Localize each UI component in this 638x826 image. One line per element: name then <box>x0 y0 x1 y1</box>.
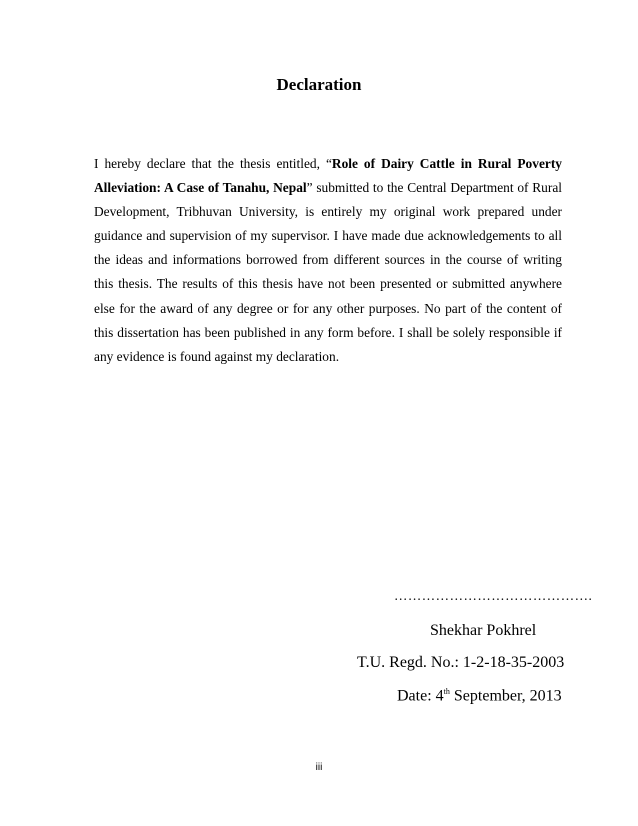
page-number: iii <box>315 762 323 773</box>
declaration-paragraph <box>94 152 562 369</box>
date-superscript: th <box>443 687 450 696</box>
signatory-name: Shekhar Pokhrel <box>430 622 537 639</box>
thesis-title: Role of Dairy Cattle in Rural Poverty Alleviation: A Case of Tanahu, Nepal <box>94 156 562 196</box>
date-label: Date: 4 <box>397 687 444 705</box>
paragraph-intro: I hereby declare that the thesis entitled, “ <box>94 156 332 171</box>
registration-number: T.U. Regd. No.: 1-2-18-35-2003 <box>357 654 565 671</box>
date-rest: September, 2013 <box>449 687 562 705</box>
signature-date <box>397 687 562 705</box>
paragraph-remainder: ” submitted to the Central Department of Rural Development, Tribhuvan University, is entirely my original work prepared under guidance and supervision of my supervisor. I have made due acknowledgements to all the ideas and informations borrowed from different sources in the course of writing this thesis. The results of this thesis have not been presented or submitted anywhere else for the award of any degree or for any other purposes. No part of the content of this dissertation has been published in any form before. I shall be solely responsible if any evidence is found against my declaration. <box>94 180 562 364</box>
signature-line: ……………………………………. <box>394 588 593 603</box>
page-title: Declaration <box>276 75 362 94</box>
